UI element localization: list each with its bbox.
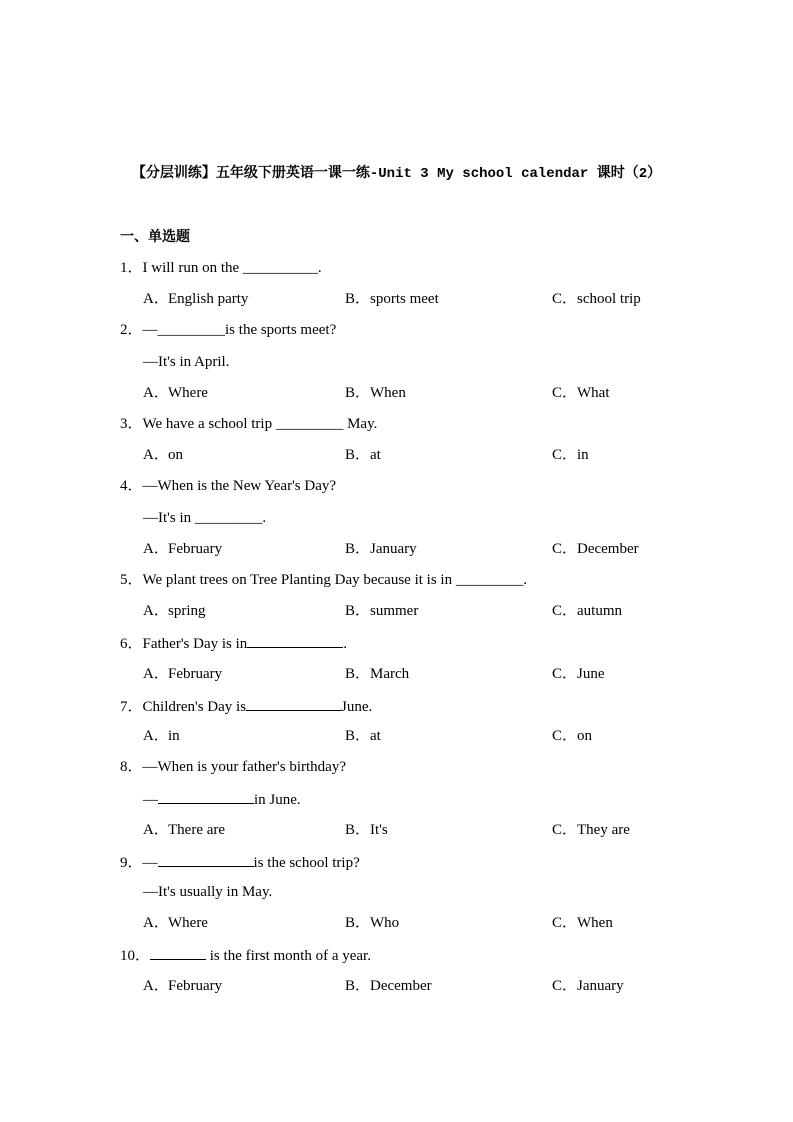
answer-blank bbox=[246, 695, 341, 711]
question-text: I will run on the __________. bbox=[142, 260, 322, 276]
option-letter: B． bbox=[345, 384, 371, 401]
option-letter: B． bbox=[345, 977, 371, 994]
question-4-options bbox=[143, 539, 703, 559]
option-a bbox=[143, 289, 248, 309]
question-3-options bbox=[143, 445, 703, 465]
option-text: February bbox=[168, 540, 223, 557]
question-2-reply bbox=[143, 352, 703, 372]
option-letter: B． bbox=[345, 915, 371, 932]
option-a bbox=[143, 976, 222, 996]
option-c bbox=[552, 445, 589, 465]
question-text: —When is your father's birthday? bbox=[142, 759, 346, 776]
option-letter: A． bbox=[143, 603, 169, 620]
option-text: March bbox=[370, 665, 410, 682]
option-letter: A． bbox=[143, 291, 169, 308]
question-text: We plant trees on Tree Planting Day because it is in _________. bbox=[142, 572, 528, 588]
option-letter: B． bbox=[345, 291, 371, 308]
option-text: autumn bbox=[577, 603, 622, 620]
question-text: Father's Day is in bbox=[142, 636, 248, 653]
option-c bbox=[552, 383, 609, 403]
question-5 bbox=[120, 570, 720, 590]
option-b bbox=[345, 976, 432, 996]
question-9 bbox=[120, 851, 720, 873]
option-letter: A． bbox=[143, 540, 169, 557]
question-2 bbox=[120, 320, 720, 340]
question-number: 4． bbox=[120, 478, 143, 495]
option-letter: C． bbox=[552, 728, 578, 744]
option-text: at bbox=[370, 447, 381, 464]
option-letter: C． bbox=[552, 291, 578, 308]
reply-text: —It's in _________. bbox=[143, 509, 267, 526]
option-b bbox=[345, 820, 388, 840]
option-text: in bbox=[168, 728, 180, 744]
question-number: 7． bbox=[120, 698, 143, 715]
section-heading: 一、单选题 bbox=[120, 229, 190, 245]
question-4 bbox=[120, 476, 720, 496]
reply-text: —It's in April. bbox=[143, 353, 230, 370]
question-number: 10． bbox=[120, 948, 151, 965]
answer-blank bbox=[150, 944, 206, 960]
question-number: 6． bbox=[120, 636, 143, 653]
option-text: sports meet bbox=[370, 291, 439, 308]
option-b bbox=[345, 383, 406, 403]
question-1-options bbox=[143, 289, 703, 309]
option-letter: B． bbox=[345, 728, 371, 744]
answer-blank bbox=[158, 788, 254, 804]
question-9-options bbox=[143, 913, 703, 933]
question-text: —When is the New Year's Day? bbox=[142, 478, 337, 495]
option-letter: C． bbox=[552, 665, 578, 682]
option-text: Where bbox=[168, 384, 208, 401]
answer-blank bbox=[158, 851, 254, 867]
option-c bbox=[552, 601, 622, 621]
question-7 bbox=[120, 695, 720, 717]
option-letter: C． bbox=[552, 821, 578, 838]
question-3 bbox=[120, 414, 720, 434]
option-text: It's bbox=[370, 821, 388, 838]
question-6-options bbox=[143, 664, 703, 684]
option-a bbox=[143, 601, 206, 621]
option-letter: B． bbox=[345, 603, 371, 620]
option-b bbox=[345, 289, 439, 309]
question-number: 1． bbox=[120, 260, 143, 276]
option-letter: A． bbox=[143, 384, 169, 401]
option-text: December bbox=[577, 540, 639, 557]
option-a bbox=[143, 726, 180, 746]
option-letter: C． bbox=[552, 384, 578, 401]
option-letter: C． bbox=[552, 540, 578, 557]
option-a bbox=[143, 664, 222, 684]
option-letter: C． bbox=[552, 977, 578, 994]
option-a bbox=[143, 820, 225, 840]
option-c bbox=[552, 913, 613, 933]
question-8-reply bbox=[143, 788, 703, 810]
option-c bbox=[552, 664, 605, 684]
question-10-options bbox=[143, 976, 703, 996]
option-text: spring bbox=[168, 603, 206, 620]
option-b bbox=[345, 601, 418, 621]
question-text-after: . bbox=[343, 636, 348, 653]
option-text: When bbox=[577, 915, 613, 932]
question-text: —_________is the sports meet? bbox=[142, 322, 337, 339]
option-text: When bbox=[370, 384, 406, 401]
option-text: in bbox=[577, 447, 589, 464]
question-text: — bbox=[142, 854, 158, 871]
option-letter: B． bbox=[345, 540, 371, 557]
option-text: January bbox=[577, 977, 624, 994]
question-number: 9． bbox=[120, 854, 143, 871]
question-number: 8． bbox=[120, 759, 143, 776]
option-letter: B． bbox=[345, 821, 371, 838]
question-8 bbox=[120, 757, 720, 777]
option-text: There are bbox=[168, 821, 226, 838]
reply-text-after: in June. bbox=[254, 792, 301, 809]
option-text: school trip bbox=[577, 291, 641, 308]
question-text-after: June. bbox=[341, 698, 373, 715]
option-letter: A． bbox=[143, 915, 169, 932]
option-text: June bbox=[577, 665, 605, 682]
option-b bbox=[345, 913, 399, 933]
answer-blank bbox=[247, 632, 343, 648]
reply-text: — bbox=[143, 792, 158, 809]
option-letter: B． bbox=[345, 447, 371, 464]
reply-text: —It's usually in May. bbox=[143, 884, 273, 900]
option-text: Where bbox=[168, 915, 208, 932]
option-b bbox=[345, 445, 381, 465]
option-b bbox=[345, 539, 417, 559]
option-letter: C． bbox=[552, 603, 578, 620]
option-c bbox=[552, 539, 639, 559]
option-letter: A． bbox=[143, 665, 169, 682]
question-2-options bbox=[143, 383, 703, 403]
option-text: Who bbox=[370, 915, 400, 932]
option-text: summer bbox=[370, 603, 419, 620]
option-letter: C． bbox=[552, 447, 578, 464]
question-4-reply bbox=[143, 508, 703, 528]
question-number: 2． bbox=[120, 322, 143, 339]
question-text-after: is the school trip? bbox=[253, 854, 360, 871]
option-c bbox=[552, 726, 592, 746]
question-7-options bbox=[143, 726, 703, 746]
option-text: on bbox=[577, 728, 592, 744]
option-text: December bbox=[370, 977, 432, 994]
question-1 bbox=[120, 258, 720, 278]
question-number: 5． bbox=[120, 572, 143, 588]
question-8-options bbox=[143, 820, 703, 840]
option-letter: A． bbox=[143, 977, 169, 994]
option-text: They are bbox=[577, 821, 630, 838]
question-10 bbox=[120, 944, 720, 966]
option-letter: B． bbox=[345, 665, 371, 682]
option-a bbox=[143, 913, 208, 933]
option-c bbox=[552, 289, 641, 309]
page-title: 【分层训练】五年级下册英语一课一练-Unit 3 My school calendar 课时（2） bbox=[131, 166, 662, 182]
option-text: on bbox=[168, 447, 183, 464]
question-9-reply bbox=[143, 882, 703, 902]
question-text-after: is the first month of a year. bbox=[206, 948, 371, 965]
option-a bbox=[143, 445, 183, 465]
option-text: January bbox=[370, 540, 417, 557]
option-b bbox=[345, 726, 381, 746]
option-a bbox=[143, 383, 208, 403]
question-text: We have a school trip _________ May. bbox=[142, 416, 378, 432]
option-c bbox=[552, 820, 630, 840]
question-6 bbox=[120, 632, 720, 654]
option-letter: A． bbox=[143, 821, 169, 838]
option-letter: A． bbox=[143, 728, 169, 744]
option-text: February bbox=[168, 665, 223, 682]
option-b bbox=[345, 664, 409, 684]
option-text: What bbox=[577, 384, 610, 401]
option-a bbox=[143, 539, 222, 559]
option-letter: C． bbox=[552, 915, 578, 932]
question-number: 3． bbox=[120, 416, 143, 432]
option-text: at bbox=[370, 728, 381, 744]
question-text: Children's Day is bbox=[142, 698, 247, 715]
option-text: English party bbox=[168, 291, 249, 308]
option-letter: A． bbox=[143, 447, 169, 464]
option-text: February bbox=[168, 977, 223, 994]
option-c bbox=[552, 976, 624, 996]
question-5-options bbox=[143, 601, 703, 621]
